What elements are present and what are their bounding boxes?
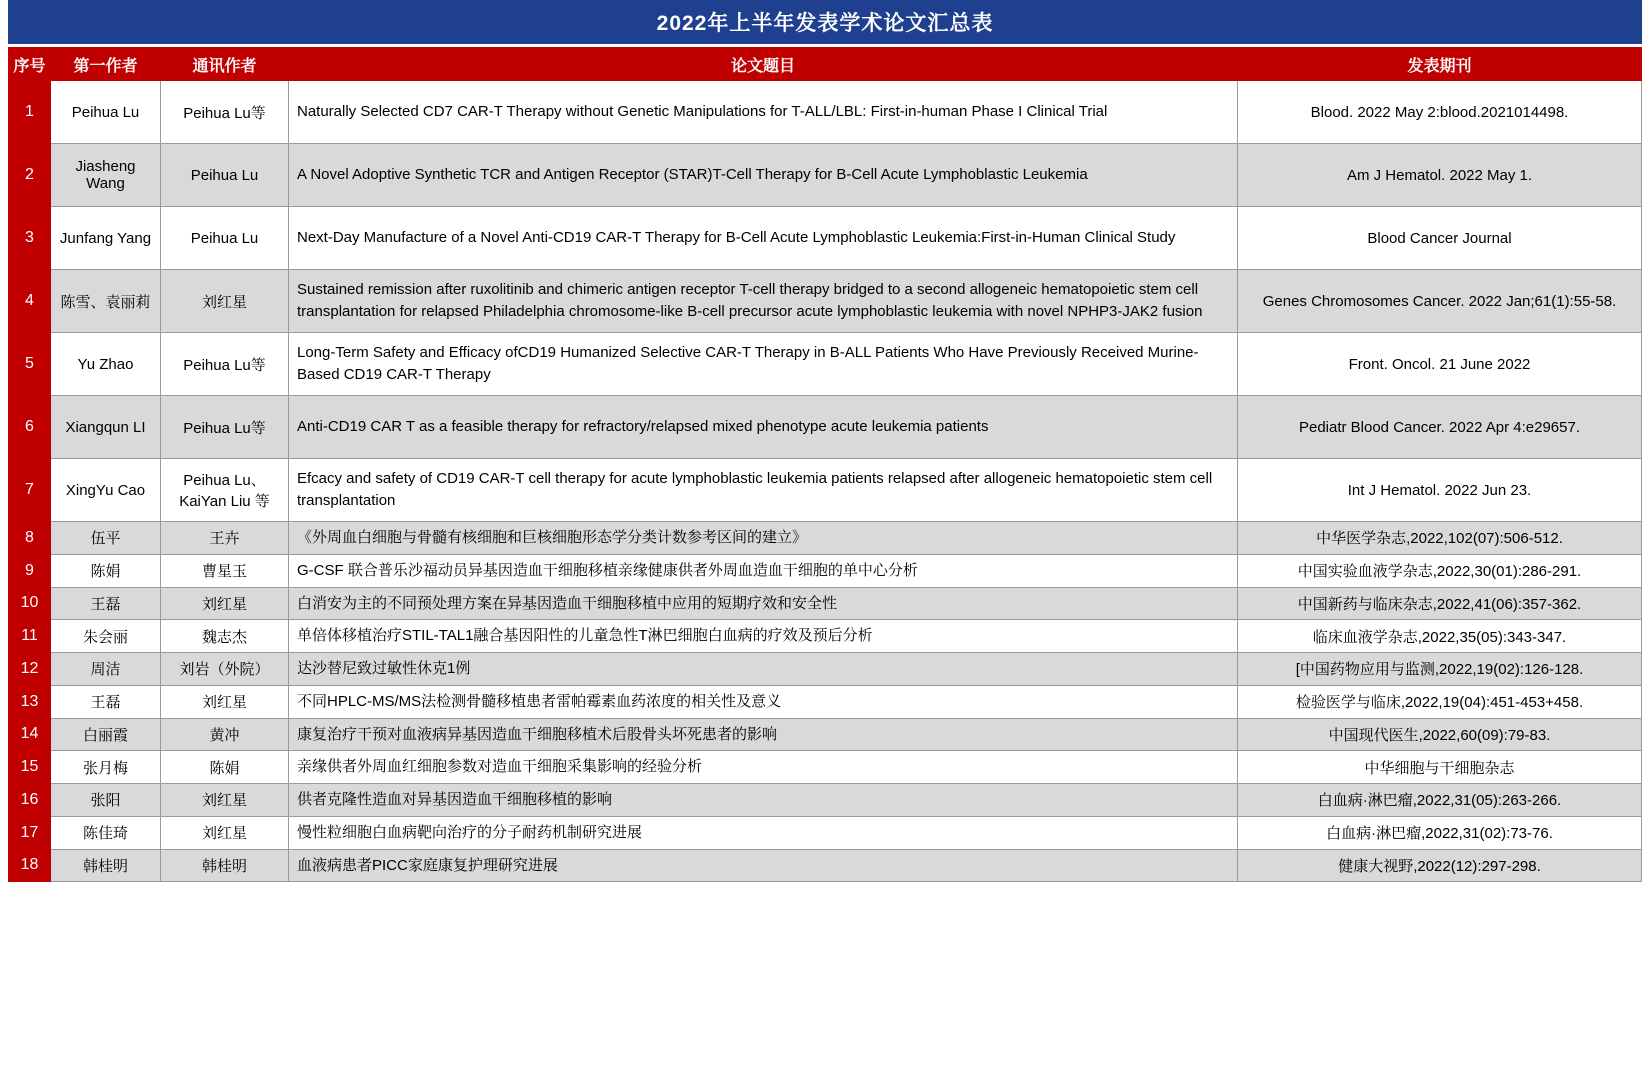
table-row — [9, 333, 1642, 396]
cell-paper-title: 血液病患者PICC家庭康复护理研究进展 — [289, 849, 1238, 882]
cell-first-author: Xiangqun LI — [51, 396, 161, 459]
cell-paper-title: 《外周血白细胞与骨髓有核细胞和巨核细胞形态学分类计数参考区间的建立》 — [289, 522, 1238, 555]
cell-corresponding-author: Peihua Lu等 — [161, 81, 289, 144]
table-row — [9, 653, 1642, 686]
cell-paper-title: Anti-CD19 CAR T as a feasible therapy for refractory/relapsed mixed phenotype acute leukemia patients — [289, 396, 1238, 459]
cell-corresponding-author: 魏志杰 — [161, 620, 289, 653]
cell-journal: 临床血液学杂志,2022,35(05):343-347. — [1238, 620, 1642, 653]
cell-paper-title: 供者克隆性造血对异基因造血干细胞移植的影响 — [289, 784, 1238, 817]
table-row — [9, 459, 1642, 522]
cell-journal: 中华医学杂志,2022,102(07):506-512. — [1238, 522, 1642, 555]
cell-corresponding-author: 王卉 — [161, 522, 289, 555]
table-row — [9, 784, 1642, 817]
cell-journal: Blood. 2022 May 2:blood.2021014498. — [1238, 81, 1642, 144]
cell-first-author: 王磊 — [51, 587, 161, 620]
table-row — [9, 81, 1642, 144]
column-header-paper-title: 论文题目 — [289, 48, 1238, 81]
cell-index: 5 — [9, 333, 51, 396]
cell-corresponding-author: Peihua Lu — [161, 144, 289, 207]
cell-index: 9 — [9, 554, 51, 587]
cell-corresponding-author: 刘红星 — [161, 685, 289, 718]
cell-journal: Int J Hematol. 2022 Jun 23. — [1238, 459, 1642, 522]
cell-corresponding-author: 曹星玉 — [161, 554, 289, 587]
table-row — [9, 522, 1642, 555]
table-row — [9, 207, 1642, 270]
table-row — [9, 751, 1642, 784]
cell-corresponding-author: Peihua Lu、KaiYan Liu 等 — [161, 459, 289, 522]
cell-paper-title: G-CSF 联合普乐沙福动员异基因造血干细胞移植亲缘健康供者外周血造血干细胞的单中心分析 — [289, 554, 1238, 587]
table-row — [9, 554, 1642, 587]
cell-corresponding-author: 刘岩（外院） — [161, 653, 289, 686]
table-row — [9, 685, 1642, 718]
table-body — [9, 81, 1642, 882]
cell-paper-title: Next-Day Manufacture of a Novel Anti-CD19 CAR-T Therapy for B-Cell Acute Lymphoblastic Leukemia:First-in-Human Clinical Study — [289, 207, 1238, 270]
cell-corresponding-author: Peihua Lu — [161, 207, 289, 270]
cell-journal: Pediatr Blood Cancer. 2022 Apr 4:e29657. — [1238, 396, 1642, 459]
cell-index: 6 — [9, 396, 51, 459]
cell-journal: 中国现代医生,2022,60(09):79-83. — [1238, 718, 1642, 751]
cell-first-author: 张阳 — [51, 784, 161, 817]
cell-first-author: 陈佳琦 — [51, 816, 161, 849]
cell-journal: 中国新药与临床杂志,2022,41(06):357-362. — [1238, 587, 1642, 620]
table-row — [9, 270, 1642, 333]
table-row — [9, 718, 1642, 751]
cell-index: 18 — [9, 849, 51, 882]
cell-journal: 健康大视野,2022(12):297-298. — [1238, 849, 1642, 882]
column-header-corresponding-author: 通讯作者 — [161, 48, 289, 81]
cell-paper-title: 白消安为主的不同预处理方案在异基因造血干细胞移植中应用的短期疗效和安全性 — [289, 587, 1238, 620]
cell-journal: Blood Cancer Journal — [1238, 207, 1642, 270]
table-row — [9, 587, 1642, 620]
cell-corresponding-author: 刘红星 — [161, 270, 289, 333]
cell-index: 16 — [9, 784, 51, 817]
table-row — [9, 849, 1642, 882]
cell-first-author: Junfang Yang — [51, 207, 161, 270]
cell-index: 15 — [9, 751, 51, 784]
cell-index: 1 — [9, 81, 51, 144]
cell-corresponding-author: Peihua Lu等 — [161, 396, 289, 459]
column-header-first-author: 第一作者 — [51, 48, 161, 81]
cell-first-author: Jiasheng Wang — [51, 144, 161, 207]
cell-journal: Am J Hematol. 2022 May 1. — [1238, 144, 1642, 207]
cell-first-author: XingYu Cao — [51, 459, 161, 522]
cell-corresponding-author: Peihua Lu等 — [161, 333, 289, 396]
cell-paper-title: 达沙替尼致过敏性休克1例 — [289, 653, 1238, 686]
cell-index: 17 — [9, 816, 51, 849]
cell-journal: 中国实验血液学杂志,2022,30(01):286-291. — [1238, 554, 1642, 587]
cell-journal: 白血病·淋巴瘤,2022,31(02):73-76. — [1238, 816, 1642, 849]
table-row — [9, 396, 1642, 459]
cell-corresponding-author: 刘红星 — [161, 587, 289, 620]
cell-paper-title: 亲缘供者外周血红细胞参数对造血干细胞采集影响的经验分析 — [289, 751, 1238, 784]
cell-index: 14 — [9, 718, 51, 751]
cell-corresponding-author: 刘红星 — [161, 816, 289, 849]
table-row — [9, 816, 1642, 849]
cell-journal: Front. Oncol. 21 June 2022 — [1238, 333, 1642, 396]
cell-index: 4 — [9, 270, 51, 333]
cell-paper-title: 康复治疗干预对血液病异基因造血干细胞移植术后股骨头坏死患者的影响 — [289, 718, 1238, 751]
cell-corresponding-author: 刘红星 — [161, 784, 289, 817]
table-header-row — [9, 48, 1642, 81]
cell-journal: 检验医学与临床,2022,19(04):451-453+458. — [1238, 685, 1642, 718]
cell-paper-title: 不同HPLC-MS/MS法检测骨髓移植患者雷帕霉素血药浓度的相关性及意义 — [289, 685, 1238, 718]
cell-index: 11 — [9, 620, 51, 653]
cell-first-author: Peihua Lu — [51, 81, 161, 144]
cell-paper-title: A Novel Adoptive Synthetic TCR and Antigen Receptor (STAR)T-Cell Therapy for B-Cell Acute Lymphoblastic Leukemia — [289, 144, 1238, 207]
cell-index: 8 — [9, 522, 51, 555]
cell-first-author: 伍平 — [51, 522, 161, 555]
cell-paper-title: Long-Term Safety and Efficacy ofCD19 Humanized Selective CAR-T Therapy in B-ALL Patients Who Have Previously Received Murine-Based CD19 CAR-T Therapy — [289, 333, 1238, 396]
cell-corresponding-author: 陈娟 — [161, 751, 289, 784]
papers-table — [8, 47, 1642, 882]
cell-first-author: 韩桂明 — [51, 849, 161, 882]
cell-journal: [中国药物应用与监测,2022,19(02):126-128. — [1238, 653, 1642, 686]
cell-paper-title: Naturally Selected CD7 CAR-T Therapy without Genetic Manipulations for T-ALL/LBL: First-in-human Phase I Clinical Trial — [289, 81, 1238, 144]
cell-paper-title: Sustained remission after ruxolitinib and chimeric antigen receptor T-cell therapy bridged to a second allogeneic hematopoietic stem cell transplantation for relapsed Philadelphia chromosome-like B-cell precursor acute lymphoblastic leukemia with novel NPHP3-JAK2 fusion — [289, 270, 1238, 333]
cell-index: 10 — [9, 587, 51, 620]
cell-first-author: 周洁 — [51, 653, 161, 686]
cell-journal: 白血病·淋巴瘤,2022,31(05):263-266. — [1238, 784, 1642, 817]
column-header-index: 序号 — [9, 48, 51, 81]
table-row — [9, 144, 1642, 207]
table-row — [9, 620, 1642, 653]
cell-first-author: 陈娟 — [51, 554, 161, 587]
cell-corresponding-author: 韩桂明 — [161, 849, 289, 882]
cell-first-author: 朱会丽 — [51, 620, 161, 653]
cell-first-author: 白丽霞 — [51, 718, 161, 751]
cell-corresponding-author: 黄冲 — [161, 718, 289, 751]
page-title: 2022年上半年发表学术论文汇总表 — [8, 0, 1642, 44]
cell-paper-title: Efcacy and safety of CD19 CAR-T cell therapy for acute lymphoblastic leukemia patients relapsed after allogeneic hematopoietic stem cell transplantation — [289, 459, 1238, 522]
cell-index: 3 — [9, 207, 51, 270]
cell-first-author: 王磊 — [51, 685, 161, 718]
cell-index: 7 — [9, 459, 51, 522]
cell-first-author: 陈雪、袁丽莉 — [51, 270, 161, 333]
cell-index: 12 — [9, 653, 51, 686]
cell-paper-title: 慢性粒细胞白血病靶向治疗的分子耐药机制研究进展 — [289, 816, 1238, 849]
cell-paper-title: 单倍体移植治疗STIL-TAL1融合基因阳性的儿童急性T淋巴细胞白血病的疗效及预后分析 — [289, 620, 1238, 653]
cell-index: 2 — [9, 144, 51, 207]
column-header-journal: 发表期刊 — [1238, 48, 1642, 81]
cell-first-author: Yu Zhao — [51, 333, 161, 396]
cell-first-author: 张月梅 — [51, 751, 161, 784]
cell-journal: Genes Chromosomes Cancer. 2022 Jan;61(1):55-58. — [1238, 270, 1642, 333]
cell-journal: 中华细胞与干细胞杂志 — [1238, 751, 1642, 784]
cell-index: 13 — [9, 685, 51, 718]
